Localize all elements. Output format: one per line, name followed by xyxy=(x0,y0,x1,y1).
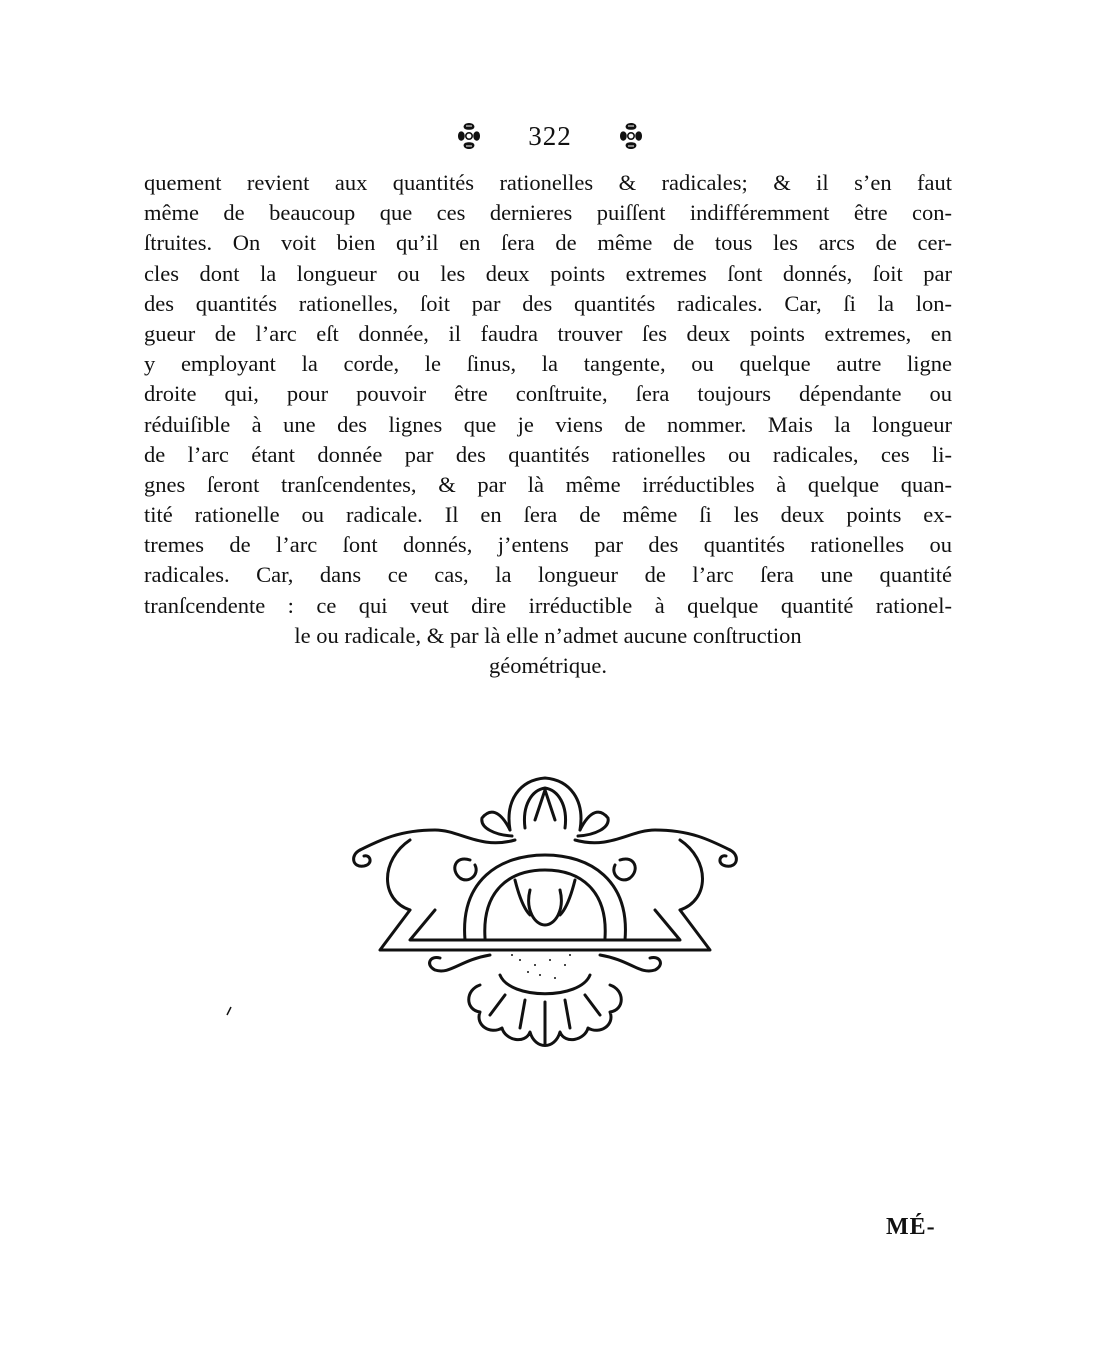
text-line: y employant la corde, le ſinus, la tangente, ou quelque autre ligne xyxy=(144,351,952,377)
tailpiece-ornament-icon xyxy=(340,760,750,1060)
text-line: tranſcendente : ce qui veut dire irréductible à quelque quantité rationel- xyxy=(144,592,952,618)
text-line: radicales. Car, dans ce cas, la longueur de l’arc ſera une quantité xyxy=(144,562,952,588)
fleuron-icon xyxy=(456,121,482,151)
text-line: cles dont la longueur ou les deux points extremes ſont donnés, ſoit par xyxy=(144,260,952,286)
text-line: le ou radicale, & par là elle n’admet aucune conſtruction xyxy=(294,622,802,648)
text-line: réduiſible à une des lignes que je viens de nommer. Mais la longueur xyxy=(144,411,952,437)
text-line: tité rationelle ou radicale. Il en ſera de même ſi les deux points ex- xyxy=(144,502,952,528)
text-line: de l’arc étant donnée par des quantités rationelles ou radicales, ces li- xyxy=(144,441,952,467)
page-header xyxy=(0,114,1100,158)
text-line: droite qui, pour pouvoir être conſtruite, ſera toujours dépendante ou xyxy=(144,381,952,407)
page-number: 322 xyxy=(528,120,572,151)
text-line: gueur de l’arc eſt donnée, il faudra trouver ſes deux points extremes, en xyxy=(144,320,952,346)
body-text xyxy=(144,168,952,681)
ink-speck xyxy=(226,1006,232,1016)
text-line: des quantités rationelles, ſoit par des quantités radicales. Car, ſi la lon- xyxy=(144,290,952,316)
text-line: même de beaucoup que ces dernieres puiſſent indifféremment être con- xyxy=(144,200,952,226)
catchword: MÉ- xyxy=(886,1214,936,1240)
fleuron-icon xyxy=(618,121,644,151)
text-line: tremes de l’arc ſont donnés, j’entens par des quantités rationelles ou xyxy=(144,532,952,558)
text-line: géométrique. xyxy=(488,653,608,678)
text-line: quement revient aux quantités rationelles & radicales; & il s’en faut xyxy=(144,170,952,195)
text-line: gnes ſeront tranſcendentes, & par là même irréductibles à quelque quan- xyxy=(144,471,952,497)
text-line: ſtruites. On voit bien qu’il en ſera de même de tous les arcs de cer- xyxy=(144,230,952,256)
